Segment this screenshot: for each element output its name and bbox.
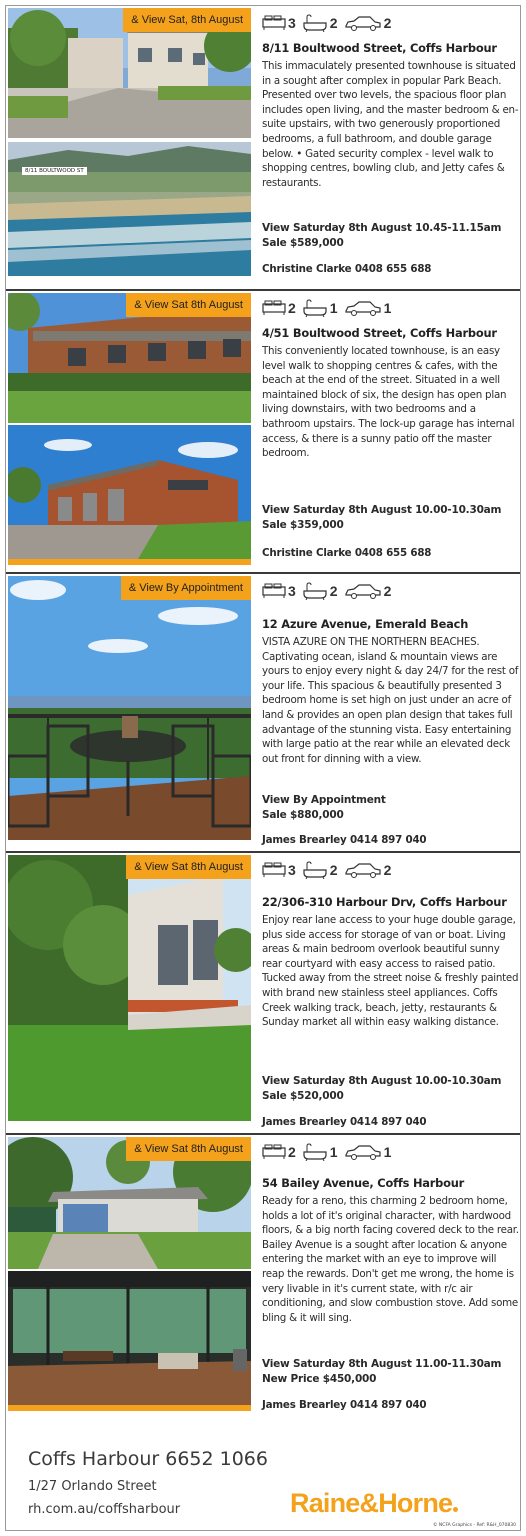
agent-contact[interactable]: James Brearley 0414 897 040 bbox=[262, 834, 427, 846]
listing-photo-townhouse-garages[interactable] bbox=[8, 425, 251, 559]
bath-count: 1 bbox=[329, 300, 338, 316]
logo-dot bbox=[453, 1507, 458, 1512]
listing-address: 22/306-310 Harbour Drv, Coffs Harbour bbox=[262, 895, 507, 909]
office-footer bbox=[6, 1434, 520, 1530]
listing-price: Sale $880,000 bbox=[262, 809, 344, 821]
listing-description: VISTA AZURE ON THE NORTHERN BEACHES. Captivating ocean, island & mountain views are yours to enjoy every night & day 24/7 for the rest of your life. This spacious & beautifully presented 3 bedroom home is set high on just under an acre of land & provides an open plan design that takes full advantage of the stunning vista. Easy entertaining with large patio at the rear while an elevated deck out front for dinning with a view. bbox=[262, 636, 519, 765]
car-icon bbox=[344, 582, 392, 600]
bed-count: 2 bbox=[288, 300, 296, 316]
agent-contact[interactable]: James Brearley 0414 897 040 bbox=[262, 1399, 427, 1411]
listing-description: This conveniently located townhouse, is an easy level walk to shopping centres & cafes, with the beach at the end of the street. Situated in a well maintained block of six, the design has open plan living downstairs, with two bedrooms and a bathroom upstairs. The lock-up garage has internal access, & there is a sunny patio off the master bedroom. bbox=[262, 345, 515, 460]
bath-icon bbox=[302, 14, 338, 32]
car-icon bbox=[344, 299, 392, 317]
bed-icon bbox=[262, 299, 296, 317]
agent-contact[interactable]: Christine Clarke 0408 655 688 bbox=[262, 263, 432, 275]
car-count: 1 bbox=[383, 1144, 392, 1160]
listing-price: Sale $520,000 bbox=[262, 1090, 344, 1102]
office-website-link[interactable]: rh.com.au/coffsharbour bbox=[28, 1502, 181, 1517]
bath-count: 2 bbox=[329, 15, 338, 31]
listing-description: Ready for a reno, this charming 2 bedroom home, holds a lot of it's original character, with hardwood floors, & a big north facing covered deck to the rear. Bailey Avenue is a sought after location & anyone entering the market with an eye to improve will reap the rewards. Don't get me wrong, the home is very livable in it's current state, with r/c air conditioning, and slow combustion stove. Add some bling & it will sing. bbox=[262, 1195, 519, 1324]
bed-count: 3 bbox=[288, 583, 296, 599]
inspection-time: View By Appointment bbox=[262, 794, 386, 806]
brand-wordmark: Raine&Horne bbox=[290, 1488, 453, 1518]
feature-icons bbox=[262, 1141, 397, 1163]
car-count: 2 bbox=[383, 583, 392, 599]
listing-address: 4/51 Boultwood Street, Coffs Harbour bbox=[262, 326, 497, 340]
listing-photo-deck-view[interactable] bbox=[8, 576, 251, 840]
feature-icons bbox=[262, 859, 397, 881]
feature-icons bbox=[262, 580, 397, 602]
bath-count: 2 bbox=[329, 583, 338, 599]
bath-icon bbox=[302, 1143, 338, 1161]
bath-count: 1 bbox=[329, 1144, 338, 1160]
bed-count: 2 bbox=[288, 1144, 296, 1160]
listing-description: Enjoy rear lane access to your huge double garage, plus side access for storage of van or boat. Living areas & main bedroom overlook beautiful sunny rear courtyard with easy access to raised patio. Tucked away from the street noise & freshly painted with brand new stainless steel appliances. Coffs Creek walking track, beach, jetty, restaurants & Sunday market all within easy walking distance. bbox=[262, 914, 519, 1029]
artwork-reference: © NCFA Graphics - Ref: R&H_070830 bbox=[433, 1523, 516, 1528]
bed-icon bbox=[262, 861, 296, 879]
bed-count: 3 bbox=[288, 15, 296, 31]
office-phone-heading[interactable]: Coffs Harbour 6652 1066 bbox=[28, 1448, 268, 1470]
listing-photo-rear-deck[interactable] bbox=[8, 1271, 251, 1405]
listing-address: 8/11 Boultwood Street, Coffs Harbour bbox=[262, 41, 497, 55]
accent-bar bbox=[8, 559, 251, 565]
bath-icon bbox=[302, 861, 338, 879]
car-count: 2 bbox=[383, 862, 392, 878]
inspection-time: View Saturday 8th August 10.00-10.30am bbox=[262, 1075, 502, 1087]
feature-icons bbox=[262, 297, 397, 319]
inspection-tag: & View Sat, 8th August bbox=[123, 8, 251, 32]
listing-address: 12 Azure Avenue, Emerald Beach bbox=[262, 617, 469, 631]
feature-icons bbox=[262, 12, 397, 34]
advertisement-page bbox=[5, 5, 521, 1531]
inspection-tag: & View Sat 8th August bbox=[126, 855, 251, 879]
listing-card[interactable] bbox=[6, 853, 520, 1133]
accent-bar bbox=[8, 1405, 251, 1411]
listing-price: Sale $359,000 bbox=[262, 519, 344, 531]
listing-card[interactable] bbox=[6, 291, 520, 572]
bath-count: 2 bbox=[329, 862, 338, 878]
bed-icon bbox=[262, 1143, 296, 1161]
office-address: 1/27 Orlando Street bbox=[28, 1479, 157, 1494]
listing-card[interactable] bbox=[6, 6, 520, 289]
car-icon bbox=[344, 861, 392, 879]
bath-icon bbox=[302, 582, 338, 600]
car-icon bbox=[344, 14, 392, 32]
car-count: 1 bbox=[383, 300, 392, 316]
inspection-tag: & View By Appointment bbox=[121, 576, 251, 600]
bath-icon bbox=[302, 299, 338, 317]
listing-photo-courtyard[interactable] bbox=[8, 855, 251, 1121]
bed-icon bbox=[262, 582, 296, 600]
car-icon bbox=[344, 1143, 392, 1161]
inspection-time: View Saturday 8th August 10.00-10.30am bbox=[262, 504, 502, 516]
car-count: 2 bbox=[383, 15, 392, 31]
raine-horne-logo[interactable] bbox=[290, 1488, 458, 1519]
listing-address: 54 Bailey Avenue, Coffs Harbour bbox=[262, 1176, 465, 1190]
agent-contact[interactable]: James Brearley 0414 897 040 bbox=[262, 1116, 427, 1128]
inspection-tag: & View Sat 8th August bbox=[126, 1137, 251, 1161]
listing-card[interactable] bbox=[6, 574, 520, 851]
inspection-time: View Saturday 8th August 11.00-11.30am bbox=[262, 1358, 502, 1370]
map-marker-label: 8/11 BOULTWOOD ST bbox=[22, 167, 87, 175]
listing-photo-aerial[interactable] bbox=[8, 142, 251, 276]
listing-price: Sale $589,000 bbox=[262, 237, 344, 249]
agent-contact[interactable]: Christine Clarke 0408 655 688 bbox=[262, 547, 432, 559]
inspection-time: View Saturday 8th August 10.45-11.15am bbox=[262, 222, 502, 234]
bed-count: 3 bbox=[288, 862, 296, 878]
listing-price: New Price $450,000 bbox=[262, 1373, 377, 1385]
inspection-tag: & View Sat 8th August bbox=[126, 293, 251, 317]
listing-description: This immaculately presented townhouse is situated in a sought after complex in popular Park Beach. Presented over two levels, the spacious floor plan includes open living, and the master bedroom & en-suite upstairs, with two generously proportioned bedrooms, a full bathroom, and double garage below. • Gated security complex - level walk to shopping centres, bowling club, and Jetty cafes & restaurants. bbox=[262, 60, 519, 189]
bed-icon bbox=[262, 14, 296, 32]
listing-card[interactable] bbox=[6, 1135, 520, 1415]
